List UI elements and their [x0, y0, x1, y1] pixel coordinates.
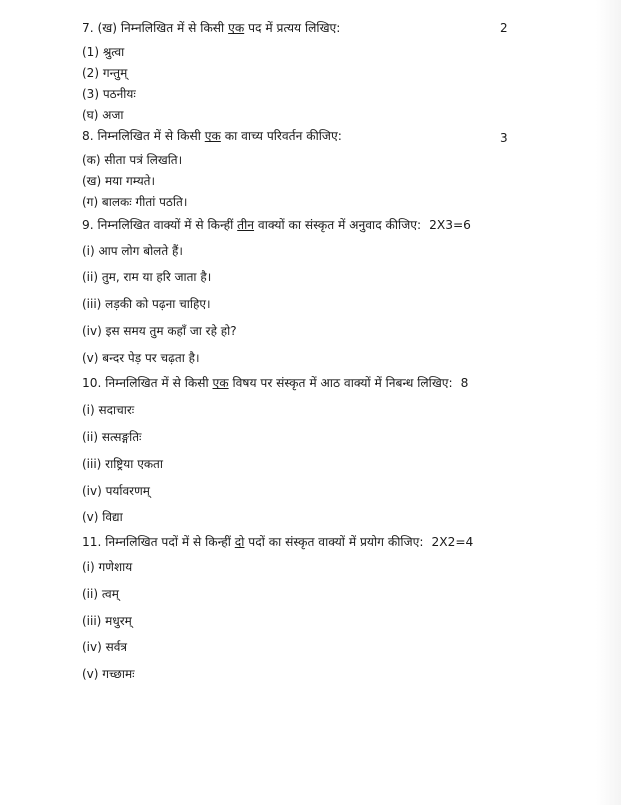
- underlined-word: एक: [204, 129, 221, 143]
- list-item: (ग) बालकः गीतां पठति।: [82, 195, 188, 209]
- question-10: [82, 375, 468, 391]
- underlined-word: एक: [212, 376, 229, 390]
- list-item: (iii) मधुरम्: [82, 614, 132, 628]
- list-item: (v) गच्छामः: [82, 667, 135, 681]
- question-10-marks: 8: [460, 376, 469, 390]
- question-text: का वाच्य परिवर्तन कीजिए:: [220, 129, 342, 143]
- question-text: निम्नलिखित पदों में से किन्हीं: [105, 535, 235, 549]
- question-text: निम्नलिखित वाक्यों में से किन्हीं: [97, 218, 238, 232]
- question-text: पदों का संस्कृत वाक्यों में प्रयोग कीजिए:: [244, 535, 424, 549]
- question-number: 8.: [82, 129, 98, 143]
- question-8: [82, 128, 342, 144]
- question-7-marks: 2: [500, 21, 508, 35]
- list-item: (घ) अजा: [82, 108, 124, 122]
- list-item: (क) सीता पत्रं लिखति।: [82, 153, 183, 167]
- list-item: (1) श्रुत्वा: [82, 45, 125, 59]
- question-11: [82, 534, 473, 550]
- list-item: (ख) मया गम्यते।: [82, 174, 156, 188]
- question-9: [82, 217, 471, 233]
- list-item: (iii) लड़की को पढ़ना चाहिए।: [82, 297, 211, 311]
- question-number: 11.: [82, 535, 106, 549]
- question-text: निम्नलिखित में से किसी: [105, 376, 213, 390]
- underlined-word: एक: [228, 21, 245, 35]
- question-text: पद में प्रत्यय लिखिए:: [244, 21, 341, 35]
- list-item: (v) विद्या: [82, 510, 123, 524]
- list-item: (iii) राष्ट्रिया एकता: [82, 457, 163, 471]
- question-number: 10.: [82, 376, 106, 390]
- list-item: (iv) सर्वत्र: [82, 640, 128, 654]
- underlined-word: दो: [234, 535, 245, 549]
- list-item: (ii) त्वम्: [82, 587, 119, 601]
- list-item: (ii) तुम, राम या हरि जाता है।: [82, 270, 212, 284]
- list-item: (v) बन्दर पेड़ पर चढ़ता है।: [82, 351, 200, 365]
- question-9-marks: 2X3=6: [429, 218, 471, 232]
- list-item: (3) पठनीयः: [82, 87, 136, 101]
- question-8-marks: 3: [500, 131, 508, 145]
- question-7: [82, 20, 340, 36]
- question-text: निम्नलिखित में से किसी: [97, 129, 205, 143]
- question-11-marks: 2X2=4: [431, 535, 474, 549]
- list-item: (2) गन्तुम्: [82, 66, 128, 80]
- underlined-word: तीन: [237, 218, 255, 232]
- list-item: (iv) पर्यावरणम्: [82, 484, 150, 498]
- list-item: (i) आप लोग बोलते हैं।: [82, 244, 183, 258]
- question-text: वाक्यों का संस्कृत में अनुवाद कीजिए:: [254, 218, 422, 232]
- list-item: (i) गणेशाय: [82, 560, 133, 574]
- list-item: (i) सदाचारः: [82, 403, 135, 417]
- question-text: निम्नलिखित में से किसी: [120, 21, 229, 35]
- list-item: (ii) सत्सङ्गतिः: [82, 430, 142, 444]
- question-text: विषय पर संस्कृत में आठ वाक्यों में निबन्ध लिखिए:: [228, 376, 453, 390]
- question-number: 7. (ख): [82, 21, 121, 35]
- list-item: (iv) इस समय तुम कहाँ जा रहे हो?: [82, 324, 237, 338]
- question-number: 9.: [82, 218, 98, 232]
